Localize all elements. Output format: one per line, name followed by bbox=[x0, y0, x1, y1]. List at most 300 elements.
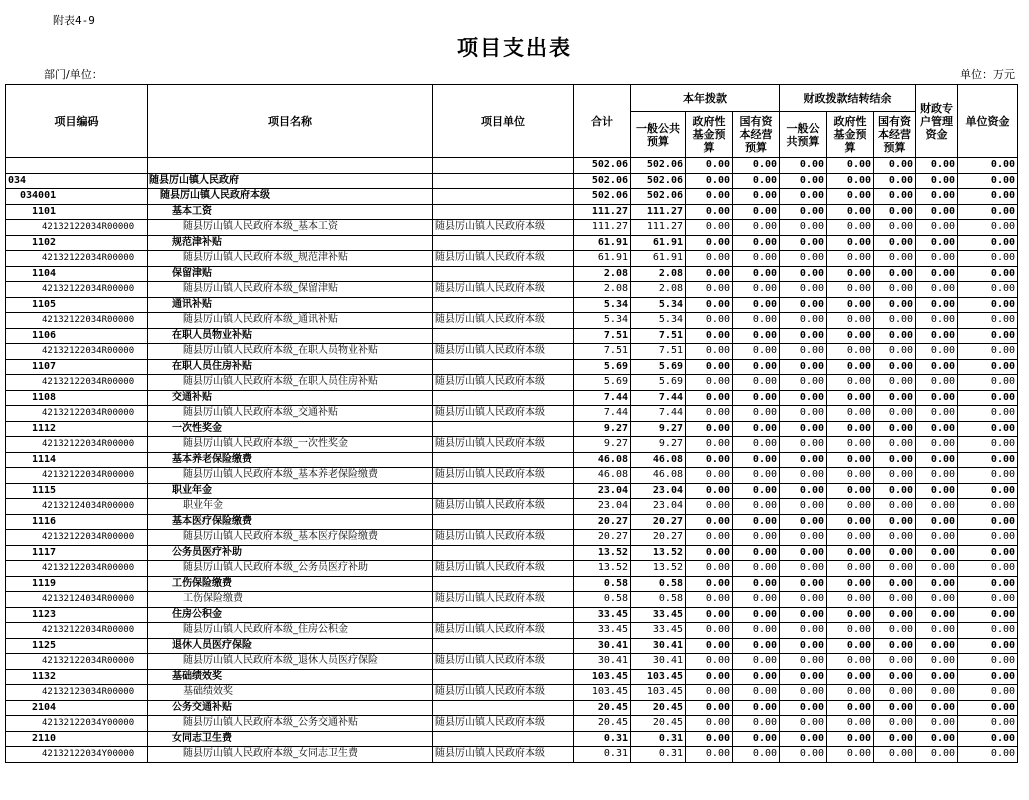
cell-unit: 随县厉山镇人民政府本级 bbox=[433, 592, 574, 608]
cell-general: 23.04 bbox=[631, 499, 686, 515]
cell-state-capital: 0.00 bbox=[733, 561, 780, 577]
table-body bbox=[6, 158, 1018, 763]
cell-special-account: 0.00 bbox=[916, 669, 958, 685]
cell-co-general: 0.00 bbox=[780, 545, 827, 561]
cell-special-account: 0.00 bbox=[916, 607, 958, 623]
cell-special-account: 0.00 bbox=[916, 328, 958, 344]
cell-total: 46.08 bbox=[574, 452, 631, 468]
table-row bbox=[6, 700, 1018, 716]
cell-unit: 随县厉山镇人民政府本级 bbox=[433, 282, 574, 298]
cell-unit: 随县厉山镇人民政府本级 bbox=[433, 716, 574, 732]
cell-unit: 随县厉山镇人民政府本级 bbox=[433, 220, 574, 236]
cell-co-general: 0.00 bbox=[780, 266, 827, 282]
cell-code: 1108 bbox=[6, 390, 148, 406]
cell-code: 42132122034R00000 bbox=[6, 375, 148, 391]
header-total: 合计 bbox=[574, 85, 631, 158]
cell-co-general: 0.00 bbox=[780, 375, 827, 391]
cell-unit-funds: 0.00 bbox=[958, 530, 1018, 546]
cell-co-gov-fund: 0.00 bbox=[827, 561, 874, 577]
cell-special-account: 0.00 bbox=[916, 592, 958, 608]
cell-co-state-capital: 0.00 bbox=[874, 313, 916, 329]
cell-total: 5.34 bbox=[574, 297, 631, 313]
table-row bbox=[6, 220, 1018, 236]
cell-co-state-capital: 0.00 bbox=[874, 685, 916, 701]
cell-general: 0.31 bbox=[631, 731, 686, 747]
cell-special-account: 0.00 bbox=[916, 220, 958, 236]
cell-code: 42132123034R00000 bbox=[6, 685, 148, 701]
cell-special-account: 0.00 bbox=[916, 406, 958, 422]
header-co-state-capital: 国有资本经营预算 bbox=[874, 112, 916, 158]
table-header bbox=[6, 85, 1018, 158]
cell-state-capital: 0.00 bbox=[733, 359, 780, 375]
cell-code: 034001 bbox=[6, 189, 148, 205]
header-current-year: 本年拨款 bbox=[631, 85, 780, 112]
cell-general: 7.44 bbox=[631, 406, 686, 422]
cell-co-gov-fund: 0.00 bbox=[827, 282, 874, 298]
table-row bbox=[6, 468, 1018, 484]
cell-total: 20.45 bbox=[574, 700, 631, 716]
cell-co-state-capital: 0.00 bbox=[874, 638, 916, 654]
table-row bbox=[6, 359, 1018, 375]
cell-co-general: 0.00 bbox=[780, 437, 827, 453]
cell-name: 随县厉山镇人民政府本级_基本养老保险缴费 bbox=[148, 468, 433, 484]
cell-state-capital: 0.00 bbox=[733, 189, 780, 205]
table-row bbox=[6, 282, 1018, 298]
cell-co-gov-fund: 0.00 bbox=[827, 452, 874, 468]
cell-name: 基本养老保险缴费 bbox=[148, 452, 433, 468]
cell-unit: 随县厉山镇人民政府本级 bbox=[433, 468, 574, 484]
cell-unit-funds: 0.00 bbox=[958, 266, 1018, 282]
cell-special-account: 0.00 bbox=[916, 282, 958, 298]
cell-code: 2104 bbox=[6, 700, 148, 716]
cell-state-capital: 0.00 bbox=[733, 468, 780, 484]
cell-state-capital: 0.00 bbox=[733, 390, 780, 406]
cell-total: 7.44 bbox=[574, 390, 631, 406]
cell-state-capital: 0.00 bbox=[733, 499, 780, 515]
cell-unit bbox=[433, 359, 574, 375]
cell-unit bbox=[433, 189, 574, 205]
cell-name: 职业年金 bbox=[148, 499, 433, 515]
cell-general: 7.51 bbox=[631, 344, 686, 360]
cell-code: 42132122034R00000 bbox=[6, 437, 148, 453]
cell-co-state-capital: 0.00 bbox=[874, 545, 916, 561]
cell-general: 7.44 bbox=[631, 390, 686, 406]
cell-gov-fund: 0.00 bbox=[686, 313, 733, 329]
cell-unit-funds: 0.00 bbox=[958, 282, 1018, 298]
cell-co-gov-fund: 0.00 bbox=[827, 204, 874, 220]
header-name: 项目名称 bbox=[148, 85, 433, 158]
header-unit: 项目单位 bbox=[433, 85, 574, 158]
cell-total: 502.06 bbox=[574, 189, 631, 205]
table-row bbox=[6, 328, 1018, 344]
cell-co-general: 0.00 bbox=[780, 654, 827, 670]
cell-special-account: 0.00 bbox=[916, 173, 958, 189]
cell-unit: 随县厉山镇人民政府本级 bbox=[433, 344, 574, 360]
cell-total: 111.27 bbox=[574, 204, 631, 220]
cell-unit-funds: 0.00 bbox=[958, 700, 1018, 716]
cell-co-gov-fund: 0.00 bbox=[827, 266, 874, 282]
cell-code: 1123 bbox=[6, 607, 148, 623]
cell-unit: 随县厉山镇人民政府本级 bbox=[433, 499, 574, 515]
table-row bbox=[6, 623, 1018, 639]
header-unit-funds: 单位资金 bbox=[958, 85, 1018, 158]
table-row bbox=[6, 685, 1018, 701]
header-gov-fund: 政府性基金预算 bbox=[686, 112, 733, 158]
cell-name: 女同志卫生费 bbox=[148, 731, 433, 747]
cell-special-account: 0.00 bbox=[916, 235, 958, 251]
cell-special-account: 0.00 bbox=[916, 716, 958, 732]
cell-code: 1132 bbox=[6, 669, 148, 685]
cell-co-state-capital: 0.00 bbox=[874, 576, 916, 592]
cell-general: 33.45 bbox=[631, 607, 686, 623]
cell-general: 103.45 bbox=[631, 669, 686, 685]
cell-name: 随县厉山镇人民政府本级_公务员医疗补助 bbox=[148, 561, 433, 577]
cell-name: 住房公积金 bbox=[148, 607, 433, 623]
cell-total: 7.44 bbox=[574, 406, 631, 422]
table-row bbox=[6, 390, 1018, 406]
cell-state-capital: 0.00 bbox=[733, 623, 780, 639]
cell-co-state-capital: 0.00 bbox=[874, 204, 916, 220]
cell-unit-funds: 0.00 bbox=[958, 189, 1018, 205]
cell-state-capital: 0.00 bbox=[733, 747, 780, 763]
cell-special-account: 0.00 bbox=[916, 576, 958, 592]
cell-general: 5.69 bbox=[631, 359, 686, 375]
cell-co-state-capital: 0.00 bbox=[874, 561, 916, 577]
cell-state-capital: 0.00 bbox=[733, 266, 780, 282]
cell-total: 20.27 bbox=[574, 514, 631, 530]
cell-unit-funds: 0.00 bbox=[958, 158, 1018, 174]
cell-special-account: 0.00 bbox=[916, 204, 958, 220]
cell-special-account: 0.00 bbox=[916, 266, 958, 282]
cell-total: 33.45 bbox=[574, 623, 631, 639]
currency-unit-label: 单位：万元 bbox=[960, 68, 1015, 81]
table-row bbox=[6, 483, 1018, 499]
cell-total: 9.27 bbox=[574, 437, 631, 453]
cell-co-gov-fund: 0.00 bbox=[827, 716, 874, 732]
cell-code bbox=[6, 158, 148, 174]
cell-co-state-capital: 0.00 bbox=[874, 220, 916, 236]
cell-co-state-capital: 0.00 bbox=[874, 452, 916, 468]
cell-general: 9.27 bbox=[631, 437, 686, 453]
cell-gov-fund: 0.00 bbox=[686, 421, 733, 437]
cell-unit bbox=[433, 576, 574, 592]
cell-special-account: 0.00 bbox=[916, 499, 958, 515]
cell-co-general: 0.00 bbox=[780, 452, 827, 468]
cell-name: 随县厉山镇人民政府本级_公务交通补贴 bbox=[148, 716, 433, 732]
cell-special-account: 0.00 bbox=[916, 375, 958, 391]
cell-general: 61.91 bbox=[631, 251, 686, 267]
cell-code: 2110 bbox=[6, 731, 148, 747]
cell-unit bbox=[433, 328, 574, 344]
cell-gov-fund: 0.00 bbox=[686, 669, 733, 685]
cell-co-general: 0.00 bbox=[780, 669, 827, 685]
cell-code: 42132124034R00000 bbox=[6, 592, 148, 608]
cell-co-state-capital: 0.00 bbox=[874, 468, 916, 484]
cell-code: 1102 bbox=[6, 235, 148, 251]
cell-co-general: 0.00 bbox=[780, 623, 827, 639]
cell-state-capital: 0.00 bbox=[733, 530, 780, 546]
cell-total: 103.45 bbox=[574, 685, 631, 701]
cell-state-capital: 0.00 bbox=[733, 344, 780, 360]
cell-general: 33.45 bbox=[631, 623, 686, 639]
cell-special-account: 0.00 bbox=[916, 530, 958, 546]
cell-general: 103.45 bbox=[631, 685, 686, 701]
cell-general: 111.27 bbox=[631, 204, 686, 220]
cell-unit bbox=[433, 297, 574, 313]
cell-gov-fund: 0.00 bbox=[686, 530, 733, 546]
cell-co-gov-fund: 0.00 bbox=[827, 189, 874, 205]
cell-total: 111.27 bbox=[574, 220, 631, 236]
cell-code: 1101 bbox=[6, 204, 148, 220]
cell-state-capital: 0.00 bbox=[733, 406, 780, 422]
cell-state-capital: 0.00 bbox=[733, 204, 780, 220]
cell-co-gov-fund: 0.00 bbox=[827, 576, 874, 592]
cell-code: 1117 bbox=[6, 545, 148, 561]
cell-name: 保留津贴 bbox=[148, 266, 433, 282]
cell-unit: 随县厉山镇人民政府本级 bbox=[433, 623, 574, 639]
table-row bbox=[6, 576, 1018, 592]
cell-gov-fund: 0.00 bbox=[686, 437, 733, 453]
cell-name: 职业年金 bbox=[148, 483, 433, 499]
cell-co-state-capital: 0.00 bbox=[874, 499, 916, 515]
cell-gov-fund: 0.00 bbox=[686, 266, 733, 282]
cell-name: 随县厉山镇人民政府 bbox=[148, 173, 433, 189]
header-general: 一般公共预算 bbox=[631, 112, 686, 158]
cell-state-capital: 0.00 bbox=[733, 716, 780, 732]
cell-name: 基本医疗保险缴费 bbox=[148, 514, 433, 530]
cell-unit-funds: 0.00 bbox=[958, 576, 1018, 592]
cell-unit-funds: 0.00 bbox=[958, 297, 1018, 313]
table-row bbox=[6, 669, 1018, 685]
cell-unit bbox=[433, 390, 574, 406]
cell-special-account: 0.00 bbox=[916, 654, 958, 670]
cell-co-general: 0.00 bbox=[780, 499, 827, 515]
header-state-capital: 国有资本经营预算 bbox=[733, 112, 780, 158]
cell-unit: 随县厉山镇人民政府本级 bbox=[433, 654, 574, 670]
cell-code: 42132124034R00000 bbox=[6, 499, 148, 515]
cell-co-state-capital: 0.00 bbox=[874, 716, 916, 732]
cell-unit-funds: 0.00 bbox=[958, 251, 1018, 267]
table-row bbox=[6, 514, 1018, 530]
cell-unit bbox=[433, 158, 574, 174]
cell-state-capital: 0.00 bbox=[733, 282, 780, 298]
cell-total: 30.41 bbox=[574, 654, 631, 670]
cell-co-general: 0.00 bbox=[780, 638, 827, 654]
cell-state-capital: 0.00 bbox=[733, 685, 780, 701]
cell-co-state-capital: 0.00 bbox=[874, 328, 916, 344]
cell-co-state-capital: 0.00 bbox=[874, 437, 916, 453]
cell-co-gov-fund: 0.00 bbox=[827, 359, 874, 375]
cell-name: 规范津补贴 bbox=[148, 235, 433, 251]
cell-co-general: 0.00 bbox=[780, 328, 827, 344]
cell-general: 2.08 bbox=[631, 266, 686, 282]
cell-state-capital: 0.00 bbox=[733, 592, 780, 608]
cell-general: 20.45 bbox=[631, 716, 686, 732]
cell-code: 1119 bbox=[6, 576, 148, 592]
cell-unit bbox=[433, 607, 574, 623]
table-row bbox=[6, 607, 1018, 623]
cell-co-gov-fund: 0.00 bbox=[827, 297, 874, 313]
cell-unit bbox=[433, 669, 574, 685]
cell-name: 在职人员物业补贴 bbox=[148, 328, 433, 344]
cell-special-account: 0.00 bbox=[916, 731, 958, 747]
cell-unit-funds: 0.00 bbox=[958, 220, 1018, 236]
cell-total: 2.08 bbox=[574, 266, 631, 282]
cell-co-gov-fund: 0.00 bbox=[827, 545, 874, 561]
cell-co-state-capital: 0.00 bbox=[874, 483, 916, 499]
cell-total: 23.04 bbox=[574, 483, 631, 499]
cell-total: 5.34 bbox=[574, 313, 631, 329]
cell-gov-fund: 0.00 bbox=[686, 375, 733, 391]
cell-gov-fund: 0.00 bbox=[686, 731, 733, 747]
cell-gov-fund: 0.00 bbox=[686, 282, 733, 298]
cell-special-account: 0.00 bbox=[916, 390, 958, 406]
cell-general: 46.08 bbox=[631, 468, 686, 484]
cell-co-general: 0.00 bbox=[780, 158, 827, 174]
cell-co-state-capital: 0.00 bbox=[874, 700, 916, 716]
table-row bbox=[6, 297, 1018, 313]
cell-code: 1115 bbox=[6, 483, 148, 499]
cell-co-general: 0.00 bbox=[780, 406, 827, 422]
cell-unit-funds: 0.00 bbox=[958, 545, 1018, 561]
cell-state-capital: 0.00 bbox=[733, 654, 780, 670]
cell-co-gov-fund: 0.00 bbox=[827, 220, 874, 236]
cell-unit bbox=[433, 514, 574, 530]
cell-state-capital: 0.00 bbox=[733, 545, 780, 561]
cell-state-capital: 0.00 bbox=[733, 313, 780, 329]
cell-co-gov-fund: 0.00 bbox=[827, 592, 874, 608]
cell-gov-fund: 0.00 bbox=[686, 204, 733, 220]
cell-co-gov-fund: 0.00 bbox=[827, 700, 874, 716]
cell-unit-funds: 0.00 bbox=[958, 731, 1018, 747]
cell-unit-funds: 0.00 bbox=[958, 375, 1018, 391]
cell-unit-funds: 0.00 bbox=[958, 514, 1018, 530]
cell-co-gov-fund: 0.00 bbox=[827, 328, 874, 344]
cell-gov-fund: 0.00 bbox=[686, 390, 733, 406]
cell-name: 交通补贴 bbox=[148, 390, 433, 406]
cell-unit-funds: 0.00 bbox=[958, 406, 1018, 422]
cell-co-state-capital: 0.00 bbox=[874, 359, 916, 375]
cell-special-account: 0.00 bbox=[916, 468, 958, 484]
cell-state-capital: 0.00 bbox=[733, 514, 780, 530]
table-row bbox=[6, 716, 1018, 732]
cell-general: 0.58 bbox=[631, 576, 686, 592]
cell-unit-funds: 0.00 bbox=[958, 716, 1018, 732]
cell-state-capital: 0.00 bbox=[733, 638, 780, 654]
cell-code: 42132122034Y00000 bbox=[6, 716, 148, 732]
cell-name: 随县厉山镇人民政府本级_女同志卫生费 bbox=[148, 747, 433, 763]
cell-co-gov-fund: 0.00 bbox=[827, 173, 874, 189]
cell-unit-funds: 0.00 bbox=[958, 499, 1018, 515]
cell-gov-fund: 0.00 bbox=[686, 297, 733, 313]
table-row bbox=[6, 592, 1018, 608]
header-code: 项目编码 bbox=[6, 85, 148, 158]
cell-general: 30.41 bbox=[631, 638, 686, 654]
cell-total: 9.27 bbox=[574, 421, 631, 437]
cell-total: 61.91 bbox=[574, 235, 631, 251]
cell-unit-funds: 0.00 bbox=[958, 235, 1018, 251]
cell-gov-fund: 0.00 bbox=[686, 452, 733, 468]
cell-total: 13.52 bbox=[574, 561, 631, 577]
cell-co-gov-fund: 0.00 bbox=[827, 731, 874, 747]
cell-general: 61.91 bbox=[631, 235, 686, 251]
cell-state-capital: 0.00 bbox=[733, 437, 780, 453]
cell-code: 42132122034R00000 bbox=[6, 344, 148, 360]
cell-unit bbox=[433, 483, 574, 499]
cell-state-capital: 0.00 bbox=[733, 375, 780, 391]
cell-unit: 随县厉山镇人民政府本级 bbox=[433, 747, 574, 763]
cell-total: 7.51 bbox=[574, 328, 631, 344]
cell-total: 13.52 bbox=[574, 545, 631, 561]
cell-special-account: 0.00 bbox=[916, 452, 958, 468]
page-title: 项目支出表 bbox=[457, 35, 572, 60]
cell-name: 随县厉山镇人民政府本级_住房公积金 bbox=[148, 623, 433, 639]
cell-co-general: 0.00 bbox=[780, 251, 827, 267]
cell-co-general: 0.00 bbox=[780, 747, 827, 763]
cell-state-capital: 0.00 bbox=[733, 700, 780, 716]
cell-code: 1116 bbox=[6, 514, 148, 530]
cell-name: 随县厉山镇人民政府本级_基本工资 bbox=[148, 220, 433, 236]
cell-unit-funds: 0.00 bbox=[958, 452, 1018, 468]
cell-co-general: 0.00 bbox=[780, 576, 827, 592]
cell-name: 基础绩效奖 bbox=[148, 685, 433, 701]
cell-co-state-capital: 0.00 bbox=[874, 747, 916, 763]
table-row bbox=[6, 235, 1018, 251]
cell-co-state-capital: 0.00 bbox=[874, 669, 916, 685]
cell-unit bbox=[433, 235, 574, 251]
cell-general: 5.34 bbox=[631, 313, 686, 329]
cell-code: 42132122034R00000 bbox=[6, 313, 148, 329]
cell-general: 502.06 bbox=[631, 158, 686, 174]
cell-special-account: 0.00 bbox=[916, 623, 958, 639]
cell-co-general: 0.00 bbox=[780, 235, 827, 251]
cell-gov-fund: 0.00 bbox=[686, 359, 733, 375]
cell-unit-funds: 0.00 bbox=[958, 313, 1018, 329]
table-row bbox=[6, 545, 1018, 561]
cell-unit-funds: 0.00 bbox=[958, 623, 1018, 639]
cell-unit: 随县厉山镇人民政府本级 bbox=[433, 313, 574, 329]
cell-unit bbox=[433, 700, 574, 716]
cell-co-gov-fund: 0.00 bbox=[827, 607, 874, 623]
cell-co-general: 0.00 bbox=[780, 607, 827, 623]
cell-unit-funds: 0.00 bbox=[958, 592, 1018, 608]
cell-gov-fund: 0.00 bbox=[686, 561, 733, 577]
cell-co-general: 0.00 bbox=[780, 685, 827, 701]
cell-code: 42132122034R00000 bbox=[6, 468, 148, 484]
table-row bbox=[6, 747, 1018, 763]
cell-special-account: 0.00 bbox=[916, 638, 958, 654]
cell-general: 2.08 bbox=[631, 282, 686, 298]
cell-state-capital: 0.00 bbox=[733, 220, 780, 236]
cell-state-capital: 0.00 bbox=[733, 483, 780, 499]
cell-co-state-capital: 0.00 bbox=[874, 344, 916, 360]
cell-unit bbox=[433, 266, 574, 282]
cell-state-capital: 0.00 bbox=[733, 297, 780, 313]
cell-state-capital: 0.00 bbox=[733, 251, 780, 267]
cell-co-gov-fund: 0.00 bbox=[827, 499, 874, 515]
cell-co-state-capital: 0.00 bbox=[874, 282, 916, 298]
table-row bbox=[6, 406, 1018, 422]
cell-total: 61.91 bbox=[574, 251, 631, 267]
cell-unit-funds: 0.00 bbox=[958, 173, 1018, 189]
cell-code: 1112 bbox=[6, 421, 148, 437]
table-row bbox=[6, 375, 1018, 391]
cell-total: 20.45 bbox=[574, 716, 631, 732]
cell-unit bbox=[433, 638, 574, 654]
table-row bbox=[6, 731, 1018, 747]
cell-unit-funds: 0.00 bbox=[958, 561, 1018, 577]
cell-co-gov-fund: 0.00 bbox=[827, 406, 874, 422]
